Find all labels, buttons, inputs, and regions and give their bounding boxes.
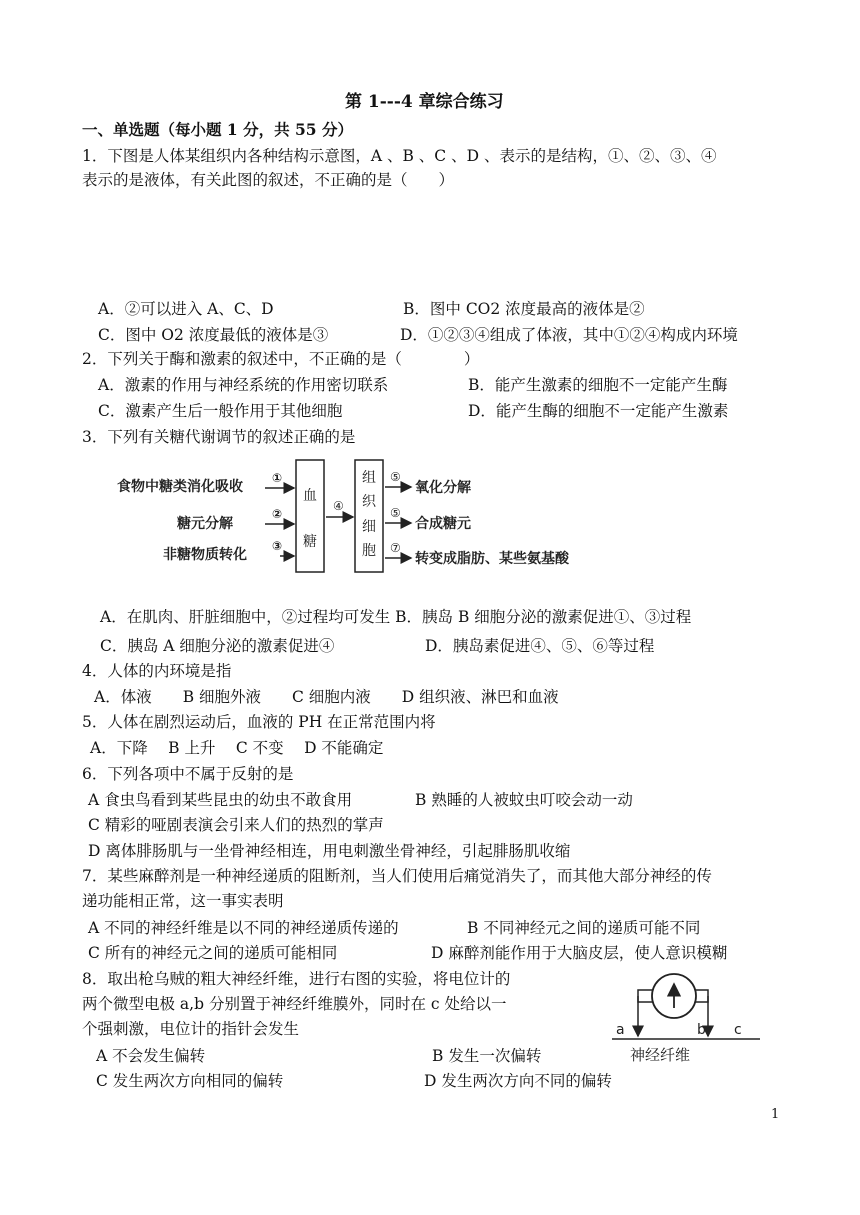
- page-title: 第 1---4 章综合练习: [345, 92, 504, 112]
- q6-stem: 6．下列各项中不属于反射的是: [82, 765, 294, 783]
- blood-char-2: 糖: [303, 534, 317, 550]
- q6-option-d: D 离体腓肠肌与一坐骨神经相连，用电刺激坐骨神经，引起腓肠肌收缩: [88, 842, 571, 860]
- q3-option-ab: A．在肌肉、肝脏细胞中，②过程均可发生 B．胰岛 B 细胞分泌的激素促进①、③过程: [100, 608, 692, 626]
- source-nonsugar: 非糖物质转化: [163, 547, 247, 563]
- q2-option-b: B．能产生激素的细胞不一定能产生酶: [468, 376, 728, 394]
- q1-option-a: A．②可以进入 A、C、D: [98, 300, 274, 318]
- tissue-char-2: 织: [362, 494, 376, 510]
- q1-stem-line2: 表示的是液体，有关此图的叙述，不正确的是（ ）: [82, 171, 455, 189]
- q8-stem-line3: 个强刺激，电位计的指针会发生: [82, 1020, 300, 1038]
- q7-option-b: B 不同神经元之间的递质可能不同: [467, 919, 701, 937]
- electrode-b-label: b: [697, 1022, 706, 1038]
- q6-option-b: B 熟睡的人被蚊虫叮咬会动一动: [415, 791, 633, 809]
- nerve-fiber-label: 神经纤维: [630, 1046, 691, 1064]
- output-glycogen: 合成糖元: [415, 516, 471, 532]
- q3-stem: 3．下列有关糖代谢调节的叙述正确的是: [82, 428, 356, 446]
- source-food: 食物中糖类消化吸收: [117, 479, 243, 495]
- q4-stem: 4．人体的内环境是指: [82, 662, 232, 680]
- q7-option-c: C 所有的神经元之间的递质可能相同: [88, 944, 338, 962]
- q3-option-c: C．胰岛 A 细胞分泌的激素促进④: [100, 637, 335, 655]
- mark-2: ②: [272, 507, 283, 521]
- q2-option-a: A．激素的作用与神经系统的作用密切联系: [98, 376, 389, 394]
- output-oxidize: 氧化分解: [415, 480, 471, 496]
- stimulus-c-label: c: [734, 1022, 742, 1038]
- q6-option-c: C 精彩的哑剧表演会引来人们的热烈的掌声: [88, 816, 384, 834]
- q8-option-c: C 发生两次方向相同的偏转: [96, 1072, 284, 1090]
- section-heading: 一、单选题（每小题 1 分，共 55 分）: [82, 120, 353, 139]
- q1-option-c: C．图中 O2 浓度最低的液体是③: [98, 326, 329, 344]
- q7-stem-line2: 递功能相正常，这一事实表明: [82, 892, 284, 910]
- output-convert: 转变成脂肪、某些氨基酸: [415, 551, 569, 567]
- blood-sugar-box: [296, 460, 324, 572]
- mark-1: ①: [272, 471, 283, 485]
- page-number: 1: [771, 1107, 780, 1122]
- q5-options: A．下降 B 上升 C 不变 D 不能确定: [90, 739, 384, 757]
- q7-option-a: A 不同的神经纤维是以不同的神经递质传递的: [88, 919, 399, 937]
- tissue-char-4: 胞: [362, 543, 376, 559]
- q8-stem-line2: 两个微型电极 a,b 分别置于神经纤维膜外，同时在 c 处给以一: [82, 995, 507, 1013]
- mark-5a: ⑤: [390, 470, 401, 484]
- electrode-a-label: a: [616, 1022, 625, 1038]
- q5-stem: 5．人体在剧烈运动后，血液的 PH 在正常范围内将: [82, 713, 436, 731]
- q7-stem-line1: 7．某些麻醉剂是一种神经递质的阻断剂，当人们使用后痛觉消失了，而其他大部分神经的传: [82, 867, 712, 885]
- q7-option-d: D 麻醉剂能作用于大脑皮层，使人意识模糊: [431, 944, 728, 962]
- tissue-char-3: 细: [362, 519, 376, 535]
- q6-option-a: A 食虫鸟看到某些昆虫的幼虫不敢食用: [88, 791, 353, 809]
- blood-char-1: 血: [303, 488, 317, 504]
- q2-option-d: D．能产生酶的细胞不一定能产生激素: [468, 402, 729, 420]
- q1-option-b: B．图中 CO2 浓度最高的液体是②: [403, 300, 645, 318]
- q4-options: A．体液 B 细胞外液 C 细胞内液 D 组织液、淋巴和血液: [94, 688, 559, 706]
- mark-5b: ⑤: [390, 506, 401, 520]
- q8-option-b: B 发生一次偏转: [432, 1047, 542, 1065]
- source-glycogen: 糖元分解: [177, 516, 233, 532]
- q8-stem-line1: 8．取出枪乌贼的粗大神经纤维，进行右图的实验，将电位计的: [82, 970, 511, 988]
- tissue-char-1: 组: [362, 470, 376, 486]
- galvanometer-diagram: [608, 968, 768, 1068]
- q3-option-d: D．胰岛素促进④、⑤、⑥等过程: [425, 637, 655, 655]
- mark-3: ③: [272, 539, 283, 553]
- mark-7: ⑦: [390, 541, 401, 555]
- q2-stem: 2．下列关于酶和激素的叙述中，不正确的是（ ）: [82, 350, 480, 368]
- q2-option-c: C．激素产生后一般作用于其他细胞: [98, 402, 343, 420]
- q1-stem-line1: 1．下图是人体某组织内各种结构示意图，A 、B 、C 、D 、表示的是结构，①、②、③、④: [82, 147, 717, 165]
- q8-option-d: D 发生两次方向不同的偏转: [424, 1072, 612, 1090]
- glucose-regulation-diagram: [115, 455, 585, 580]
- q1-option-d: D．①②③④组成了体液，其中①②④构成内环境: [400, 326, 738, 344]
- q8-option-a: A 不会发生偏转: [96, 1047, 206, 1065]
- mark-4: ④: [333, 499, 344, 513]
